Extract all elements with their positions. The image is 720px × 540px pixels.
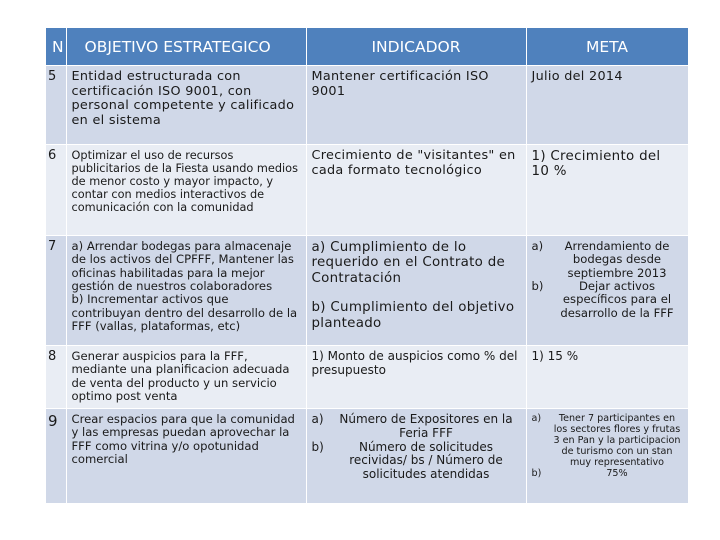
indicador-cell bbox=[306, 236, 526, 346]
meta-item-label: a) bbox=[531, 413, 542, 424]
objetivo-cell: Entidad estructurada con certificación ISO 9001, con personal competente y calificado en el sistema bbox=[66, 66, 306, 145]
objetivo-item-b: b) Incrementar activos que contribuyan dentro del desarrollo de la FFF (vallas, plataformas, etc) bbox=[71, 292, 298, 333]
meta-cell: Julio del 2014 bbox=[526, 66, 688, 145]
header-n: N bbox=[46, 28, 66, 66]
indicador-item-label: a) bbox=[311, 412, 324, 426]
meta-item-b bbox=[532, 280, 683, 320]
indicador-item-a bbox=[312, 413, 521, 441]
meta-item-text: Tener 7 participantes en los sectores flores y frutas 3 en Pan y la participacion de turismo con un stan muy representativo bbox=[553, 413, 681, 469]
row-number: 8 bbox=[46, 346, 66, 409]
row-number: 7 bbox=[46, 236, 66, 346]
indicador-item-a: a) Cumplimiento de lo requerido en el Contrato de Contratación bbox=[311, 240, 506, 286]
objetivo-cell: Optimizar el uso de recursos publicitarios de la Fiesta usando medios de menor costo y mayor impacto, y contar con medios interactivos de comunicación con la comunidad bbox=[66, 145, 306, 236]
meta-item-label: a) bbox=[531, 239, 544, 253]
row-number: 9 bbox=[46, 409, 66, 504]
meta-item-text: 75% bbox=[606, 468, 628, 480]
objetivo-item-a: a) Arrendar bodegas para almacenaje de los activos del CPFFF, Mantener las oficinas habilitadas para la mejor gestión de nuestros colaboradores bbox=[71, 239, 294, 293]
indicador-item-text: Número de solicitudes recividas/ bs / Número de solicitudes atendidas bbox=[349, 439, 503, 482]
meta-cell: 1) 15 % bbox=[526, 346, 688, 409]
indicador-cell bbox=[306, 409, 526, 504]
table-header-row bbox=[46, 28, 688, 66]
meta-item-b bbox=[532, 468, 683, 479]
indicador-cell: 1) Monto de auspicios como % del presupuesto bbox=[306, 346, 526, 409]
objetivo-cell bbox=[66, 236, 306, 346]
indicador-item-b: b) Cumplimiento del objetivo planteado bbox=[311, 300, 515, 331]
indicador-cell: Mantener certificación ISO 9001 bbox=[306, 66, 526, 145]
table-row bbox=[46, 236, 688, 346]
header-indicador: INDICADOR bbox=[306, 28, 526, 66]
meta-item-label: b) bbox=[531, 278, 544, 293]
indicador-item-label: b) bbox=[311, 439, 324, 454]
row-number: 6 bbox=[46, 145, 66, 236]
meta-item-a bbox=[532, 413, 683, 468]
meta-cell: 1) Crecimiento del 10 % bbox=[526, 145, 688, 236]
indicador-item-text: Número de Expositores en la Feria FFF bbox=[339, 412, 513, 440]
meta-cell bbox=[526, 236, 688, 346]
meta-cell bbox=[526, 409, 688, 504]
meta-item-label: b) bbox=[531, 468, 542, 480]
header-objetivo: OBJETIVO ESTRATEGICO bbox=[66, 28, 306, 66]
indicador-cell: Crecimiento de "visitantes" en cada formato tecnológico bbox=[306, 145, 526, 236]
table-row bbox=[46, 346, 688, 409]
header-meta: META bbox=[526, 28, 688, 66]
indicador-item-b bbox=[312, 441, 521, 482]
table-row bbox=[46, 145, 688, 236]
meta-item-text: Arrendamiento de bodegas desde septiembre 2013 bbox=[564, 239, 670, 280]
objetivo-cell: Generar auspicios para la FFF, mediante una planificacion adecuada de venta del producto y un servicio optimo post venta bbox=[66, 346, 306, 409]
table-row bbox=[46, 409, 688, 504]
table-row bbox=[46, 66, 688, 145]
meta-item-a bbox=[532, 240, 683, 280]
row-number: 5 bbox=[46, 66, 66, 145]
strategic-objectives-table bbox=[46, 28, 689, 504]
meta-item-text: Dejar activos específicos para el desarrollo de la FFF bbox=[560, 278, 674, 320]
objetivo-cell: Crear espacios para que la comunidad y las empresas puedan aprovechar la FFF como vitrina y/o opotunidad comercial bbox=[66, 409, 306, 504]
